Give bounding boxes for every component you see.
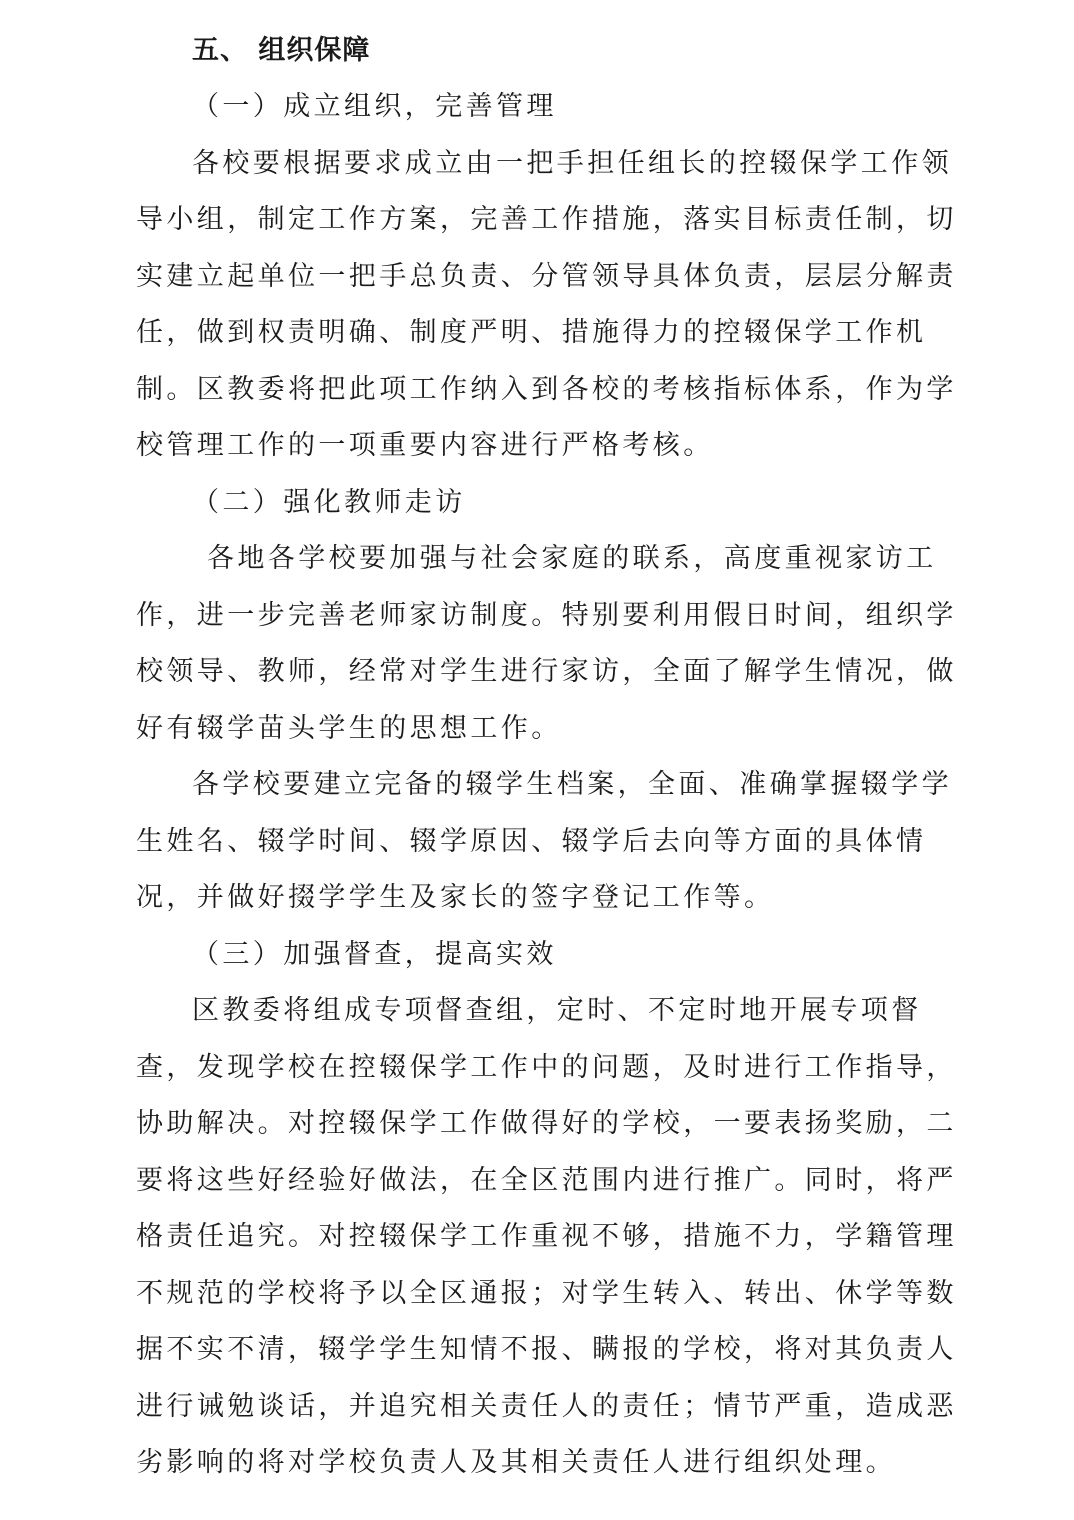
paragraph-line: 要将这些好经验好做法，在全区范围内进行推广。同时，将严 [136, 1165, 957, 1196]
paragraph-line: 好有辍学苗头学生的思想工作。 [136, 713, 562, 744]
paragraph-line: 导小组，制定工作方案，完善工作措施，落实目标责任制，切 [136, 204, 957, 235]
subsection-title-2: （二）强化教师走访 [192, 487, 466, 518]
paragraph-line: 生姓名、辍学时间、辍学原因、辍学后去向等方面的具体情 [136, 826, 927, 857]
paragraph-line: 各学校要建立完备的辍学生档案，全面、准确掌握辍学学 [192, 769, 952, 800]
section-heading: 五、 组织保障 [192, 35, 371, 66]
paragraph-line: 协助解决。对控辍保学工作做得好的学校，一要表扬奖励，二 [136, 1108, 957, 1139]
paragraph-line: 制。区教委将把此项工作纳入到各校的考核指标体系，作为学 [136, 374, 957, 405]
paragraph-line: 况，并做好掇学学生及家长的签字登记工作等。 [136, 882, 775, 913]
paragraph-line: 劣影响的将对学校负责人及其相关责任人进行组织处理。 [136, 1447, 896, 1478]
paragraph-line: 不规范的学校将予以全区通报；对学生转入、转出、休学等数 [136, 1278, 957, 1309]
paragraph-line: 实建立起单位一把手总负责、分管领导具体负责，层层分解责 [136, 261, 957, 292]
paragraph-line: 区教委将组成专项督查组，定时、不定时地开展专项督 [192, 995, 922, 1026]
paragraph-line: 各校要根据要求成立由一把手担任组长的控辍保学工作领 [192, 148, 952, 179]
paragraph-line: 各地各学校要加强与社会家庭的联系，高度重视家访工 [207, 543, 937, 574]
paragraph-line: 任，做到权责明确、制度严明、措施得力的控辍保学工作机 [136, 317, 927, 348]
subsection-title-3: （三）加强督查，提高实效 [192, 939, 557, 970]
paragraph-line: 校领导、教师，经常对学生进行家访，全面了解学生情况，做 [136, 656, 957, 687]
paragraph-line: 校管理工作的一项重要内容进行严格考核。 [136, 430, 714, 461]
paragraph-line: 进行诫勉谈话，并追究相关责任人的责任；情节严重，造成恶 [136, 1391, 957, 1422]
paragraph-line: 格责任追究。对控辍保学工作重视不够，措施不力，学籍管理 [136, 1221, 957, 1252]
paragraph-line: 据不实不清，辍学学生知情不报、瞒报的学校，将对其负责人 [136, 1334, 957, 1365]
paragraph-line: 作，进一步完善老师家访制度。特别要利用假日时间，组织学 [136, 600, 957, 631]
paragraph-line: 查，发现学校在控辍保学工作中的问题，及时进行工作指导， [136, 1052, 957, 1083]
subsection-title-1: （一）成立组织，完善管理 [192, 91, 557, 122]
